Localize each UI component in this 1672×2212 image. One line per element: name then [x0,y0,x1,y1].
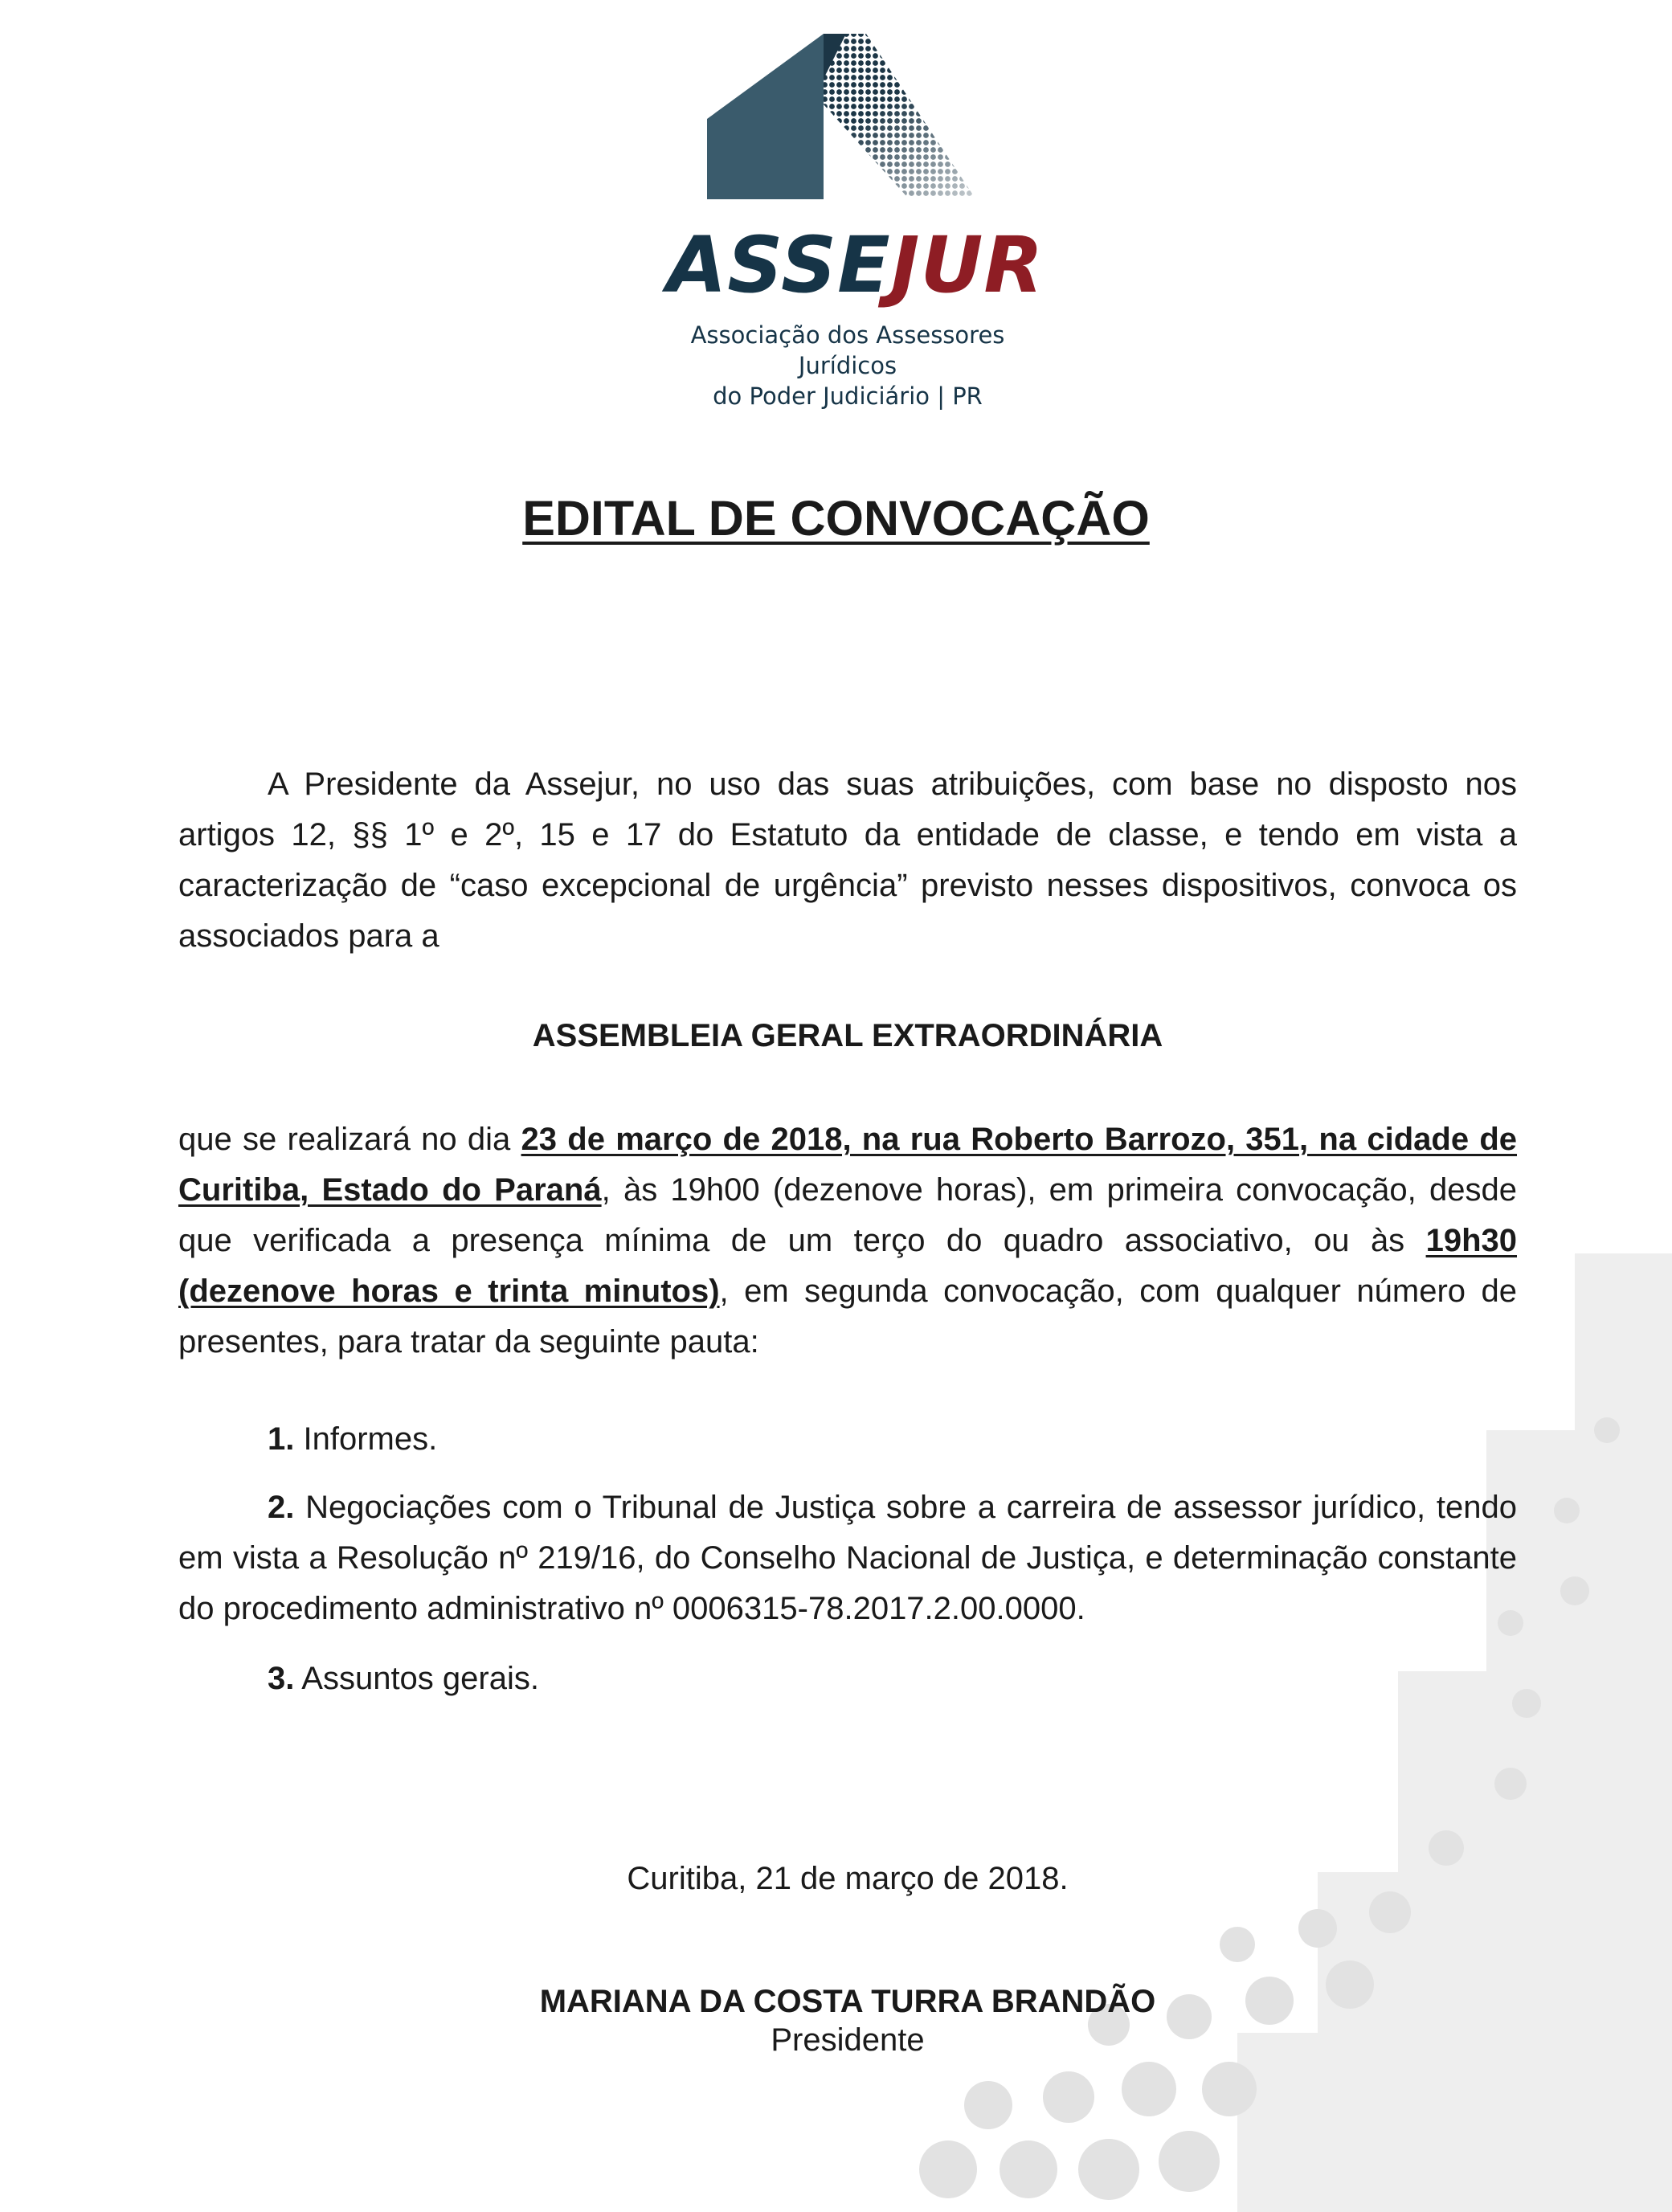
logo-subtitle [643,320,1053,411]
agenda-item-1 [178,1414,1517,1465]
logo-word-jur: JUR [890,220,1044,310]
assembly-heading: ASSEMBLEIA GERAL EXTRAORDINÁRIA [532,1018,1163,1053]
agenda-item-text: Negociações com o Tribunal de Justiça sobre a carreira de assessor jurídico, tendo em vista a Resolução nº 219/16, do Conselho Nacional de Justiça, e determinação constante do procedimento administrativo nº 0006315-78.2017.2.00.0000. [178,1490,1517,1626]
assejur-logo-icon [705,31,974,199]
logo-subtitle-line1: Associação dos Assessores Jurídicos [690,321,1005,379]
place-and-date: Curitiba, 21 de março de 2018. [627,1861,1069,1896]
intro-paragraph: A Presidente da Assejur, no uso das suas atribuições, com base no disposto nos artigos 12, §§ 1º e 2º, 15 e 17 do Estatuto da entidade de classe, e tendo em vista a caracterização de “caso excepcional de urgência” previsto nesses dispositivos, convoca os associados para a [178,767,1517,954]
logo-wordmark [667,220,1044,310]
agenda-item-text: Assuntos gerais. [294,1661,539,1696]
agenda-item-2 [178,1482,1517,1634]
agenda-item-number: 2. [268,1490,295,1525]
meeting-date-location: 23 de março de 2018, na rua Roberto Barrozo, 351, na cidade de Curitiba, Estado do Paraná [178,1122,1517,1208]
details-text-2: , às 19h00 (dezenove horas), em primeira convocação, desde que verificada a presença mínima de um terço do quadro associativo, ou às [178,1172,1517,1258]
details-text-1: que se realizará no dia [178,1122,521,1157]
agenda-item-number: 3. [268,1661,295,1696]
details-text-3: , em segunda convocação, com qualquer número de presentes, para tratar da seguinte pauta: [178,1274,1517,1360]
second-call-time: 19h30 (dezenove horas e trinta minutos) [178,1223,1517,1309]
signatory-name: MARIANA DA COSTA TURRA BRANDÃO [539,1984,1156,2019]
agenda-item-number: 1. [268,1421,295,1457]
agenda-item-3 [178,1654,1517,1704]
document-title: EDITAL DE CONVOCAÇÃO [522,491,1150,546]
logo-word-asse: ASSE [667,220,891,310]
logo-subtitle-line2: do Poder Judiciário | PR [713,382,983,410]
details-paragraph [178,1114,1517,1368]
agenda-item-text: Informes. [294,1421,438,1457]
signatory-role: Presidente [771,2022,925,2058]
